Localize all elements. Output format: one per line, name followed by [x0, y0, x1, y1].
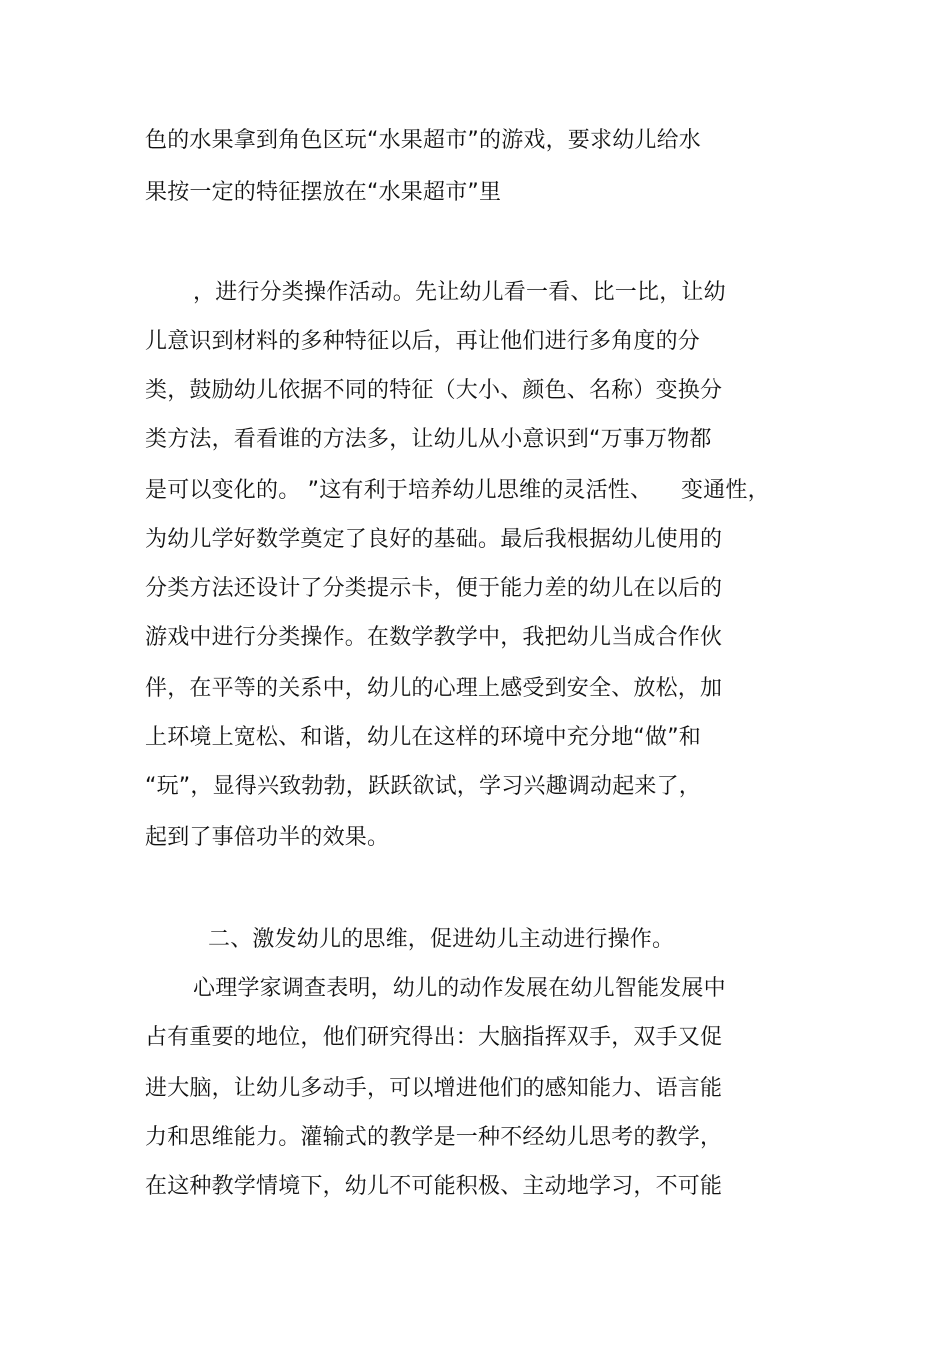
- text-line: 分类方法还设计了分类提示卡，便于能力差的幼儿在以后的: [145, 576, 723, 601]
- text-line: 上环境上宽松、和谐，幼儿在这样的环境中充分地“做”和: [145, 725, 701, 750]
- text-line: 在这种教学情境下，幼儿不可能积极、主动地学习，不可能: [145, 1174, 723, 1199]
- section-heading: 二、激发幼儿的思维，促进幼儿主动进行操作。: [208, 927, 675, 952]
- text-line: “玩”，显得兴致勃勃，跃跃欲试，学习兴趣调动起来了，: [145, 774, 701, 799]
- text-line: 伴，在平等的关系中，幼儿的心理上感受到安全、放松，加: [145, 676, 723, 701]
- text-line: 类，鼓励幼儿依据不同的特征（大小、颜色、名称）变换分: [145, 378, 723, 403]
- text-line: 类方法，看看谁的方法多，让幼儿从小意识到“万事万物都: [145, 427, 712, 452]
- text-line: 力和思维能力。灌输式的教学是一种不经幼儿思考的教学，: [145, 1125, 723, 1150]
- text-line: 为幼儿学好数学奠定了良好的基础。最后我根据幼儿使用的: [145, 527, 723, 552]
- text-line: 是可以变化的。 ”这有利于培养幼儿思维的灵活性、 变通性，: [145, 478, 770, 503]
- text-line: 起到了事倍功半的效果。: [145, 825, 390, 850]
- text-line: 心理学家调查表明，幼儿的动作发展在幼儿智能发展中: [193, 976, 726, 1001]
- text-line: 进大脑，让幼儿多动手，可以增进他们的感知能力、语言能: [145, 1076, 723, 1101]
- text-line: 色的水果拿到角色区玩“水果超市”的游戏，要求幼儿给水: [145, 128, 701, 153]
- text-line: 占有重要的地位，他们研究得出：大脑指挥双手，双手又促: [145, 1025, 723, 1050]
- text-line: ，进行分类操作活动。先让幼儿看一看、比一比，让幼: [193, 280, 726, 305]
- text-line: 游戏中进行分类操作。在数学教学中，我把幼儿当成合作伙: [145, 625, 723, 650]
- text-line: 儿意识到材料的多种特征以后，再让他们进行多角度的分: [145, 329, 701, 354]
- text-line: 果按一定的特征摆放在“水果超市”里: [145, 180, 502, 205]
